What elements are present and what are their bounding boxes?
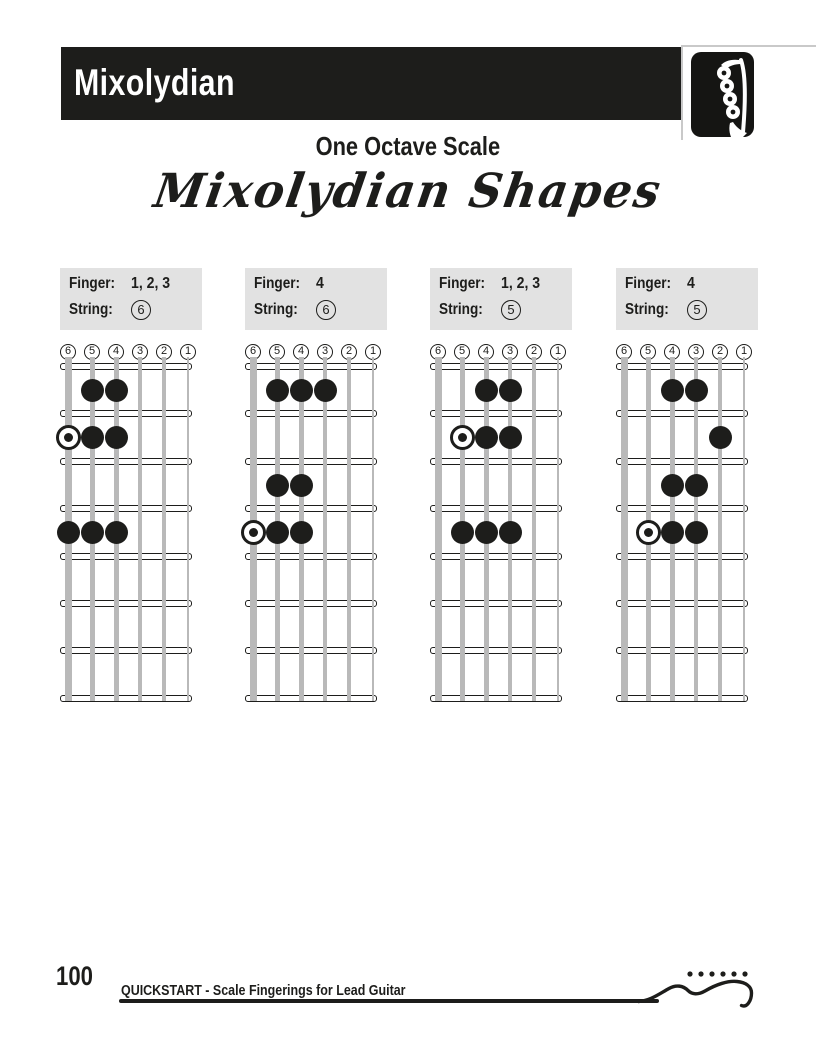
note-dot: [709, 426, 732, 449]
string-number-label: 3: [502, 344, 518, 360]
header-hairline-horizontal: [681, 45, 816, 47]
string-number-label: 4: [108, 344, 124, 360]
fret-wire: [60, 695, 192, 702]
note-dot: [451, 521, 474, 544]
string-label: String:: [254, 301, 298, 318]
fret-wire: [430, 553, 562, 560]
script-title: Mixolydian Shapes: [150, 164, 666, 219]
fret-wire: [616, 553, 748, 560]
fret-wire: [245, 410, 377, 417]
string-number-row: [60, 344, 205, 360]
note-dot: [685, 379, 708, 402]
fret-wire: [616, 695, 748, 702]
note-dot: [57, 521, 80, 544]
finger-value: 1, 2, 3: [501, 275, 541, 292]
fret-wire: [245, 647, 377, 654]
string-number-label: 3: [132, 344, 148, 360]
fret-wire: [616, 363, 748, 370]
fret-wire: [60, 505, 192, 512]
root-note-dot: [450, 425, 475, 450]
fret-wire: [616, 505, 748, 512]
fret-wire: [60, 600, 192, 607]
finger-value: 4: [316, 275, 324, 292]
string-number-label: 6: [616, 344, 632, 360]
fret-wire: [616, 647, 748, 654]
fret-wire: [430, 647, 562, 654]
fret-wire: [245, 505, 377, 512]
fret-wire: [60, 458, 192, 465]
string-number-label: 2: [156, 344, 172, 360]
string-number-label: 3: [317, 344, 333, 360]
fretboard: [245, 363, 377, 703]
finger-string-box: [245, 268, 387, 330]
guitar-headstock-icon: [691, 52, 754, 137]
string-number-label: 1: [550, 344, 566, 360]
scale-diagram-3: [430, 268, 575, 708]
string-number-badge: 6: [131, 300, 151, 320]
string-number-badge: 5: [501, 300, 521, 320]
string-number-label: 5: [84, 344, 100, 360]
fret-wire: [430, 505, 562, 512]
note-dot: [661, 521, 684, 544]
string-number-label: 6: [430, 344, 446, 360]
fretboard: [616, 363, 748, 703]
guitar-string: [435, 357, 442, 701]
finger-string-box: [60, 268, 202, 330]
fret-wire: [430, 600, 562, 607]
fret-wire: [616, 410, 748, 417]
note-dot: [314, 379, 337, 402]
finger-label: Finger:: [254, 275, 301, 292]
finger-value: 1, 2, 3: [131, 275, 171, 292]
fret-wire: [245, 553, 377, 560]
footer-title: QUICKSTART - Scale Fingerings for Lead Guitar: [121, 983, 406, 999]
string-number-row: [616, 344, 761, 360]
string-number-label: 5: [640, 344, 656, 360]
string-label: String:: [439, 301, 483, 318]
fret-wire: [60, 553, 192, 560]
string-number-label: 1: [180, 344, 196, 360]
fret-wire: [430, 458, 562, 465]
fretboard: [430, 363, 562, 703]
string-number-badge: 5: [687, 300, 707, 320]
note-dot: [661, 379, 684, 402]
string-number-row: [245, 344, 390, 360]
string-number-label: 4: [664, 344, 680, 360]
note-dot: [105, 521, 128, 544]
note-dot: [290, 521, 313, 544]
note-dot: [81, 379, 104, 402]
note-dot: [266, 474, 289, 497]
guitar-string: [138, 357, 142, 701]
note-dot: [105, 379, 128, 402]
string-number-badge: 6: [316, 300, 336, 320]
note-dot: [499, 379, 522, 402]
finger-label: Finger:: [439, 275, 486, 292]
subtitle: One Octave Scale: [315, 131, 501, 161]
footer-rule: [119, 999, 659, 1003]
guitar-string: [718, 357, 722, 701]
fret-wire: [245, 363, 377, 370]
string-number-label: 6: [245, 344, 261, 360]
note-dot: [81, 521, 104, 544]
scale-diagram-4: [616, 268, 761, 708]
finger-label: Finger:: [69, 275, 116, 292]
note-dot: [290, 474, 313, 497]
guitar-body-silhouette-icon: [638, 957, 776, 1019]
note-dot: [475, 426, 498, 449]
root-note-dot: [636, 520, 661, 545]
finger-string-box: [430, 268, 572, 330]
string-number-label: 3: [688, 344, 704, 360]
fret-wire: [616, 600, 748, 607]
header-bar: [61, 47, 681, 120]
fret-wire: [60, 647, 192, 654]
string-number-label: 2: [712, 344, 728, 360]
fret-wire: [60, 410, 192, 417]
header-hairline-vertical: [681, 45, 683, 140]
guitar-string: [347, 357, 351, 701]
note-dot: [105, 426, 128, 449]
fret-wire: [245, 458, 377, 465]
finger-value: 4: [687, 275, 695, 292]
guitar-string: [323, 357, 327, 701]
page-title: Mixolydian: [74, 62, 235, 103]
fret-wire: [60, 363, 192, 370]
root-note-dot: [241, 520, 266, 545]
string-label: String:: [625, 301, 669, 318]
fret-wire: [430, 695, 562, 702]
scale-diagram-1: [60, 268, 205, 708]
finger-string-box: [616, 268, 758, 330]
finger-label: Finger:: [625, 275, 672, 292]
fret-wire: [245, 600, 377, 607]
fret-wire: [245, 695, 377, 702]
note-dot: [499, 426, 522, 449]
guitar-string: [187, 357, 189, 701]
note-dot: [81, 426, 104, 449]
guitar-string: [532, 357, 536, 701]
string-number-row: [430, 344, 575, 360]
string-number-label: 6: [60, 344, 76, 360]
string-number-label: 4: [293, 344, 309, 360]
note-dot: [475, 379, 498, 402]
string-number-label: 1: [736, 344, 752, 360]
scale-diagram-2: [245, 268, 390, 708]
note-dot: [661, 474, 684, 497]
string-number-label: 1: [365, 344, 381, 360]
note-dot: [290, 379, 313, 402]
string-number-label: 5: [454, 344, 470, 360]
fretboard: [60, 363, 192, 703]
note-dot: [266, 379, 289, 402]
root-note-dot: [56, 425, 81, 450]
guitar-string: [621, 357, 628, 701]
note-dot: [685, 521, 708, 544]
guitar-string: [162, 357, 166, 701]
note-dot: [266, 521, 289, 544]
string-number-label: 5: [269, 344, 285, 360]
string-number-label: 4: [478, 344, 494, 360]
guitar-string: [372, 357, 374, 701]
string-label: String:: [69, 301, 113, 318]
guitar-string: [557, 357, 559, 701]
string-number-label: 2: [526, 344, 542, 360]
fret-wire: [430, 363, 562, 370]
page-number: 100: [56, 961, 93, 991]
note-dot: [685, 474, 708, 497]
string-number-label: 2: [341, 344, 357, 360]
fret-wire: [430, 410, 562, 417]
fret-wire: [616, 458, 748, 465]
guitar-string: [743, 357, 745, 701]
note-dot: [475, 521, 498, 544]
note-dot: [499, 521, 522, 544]
